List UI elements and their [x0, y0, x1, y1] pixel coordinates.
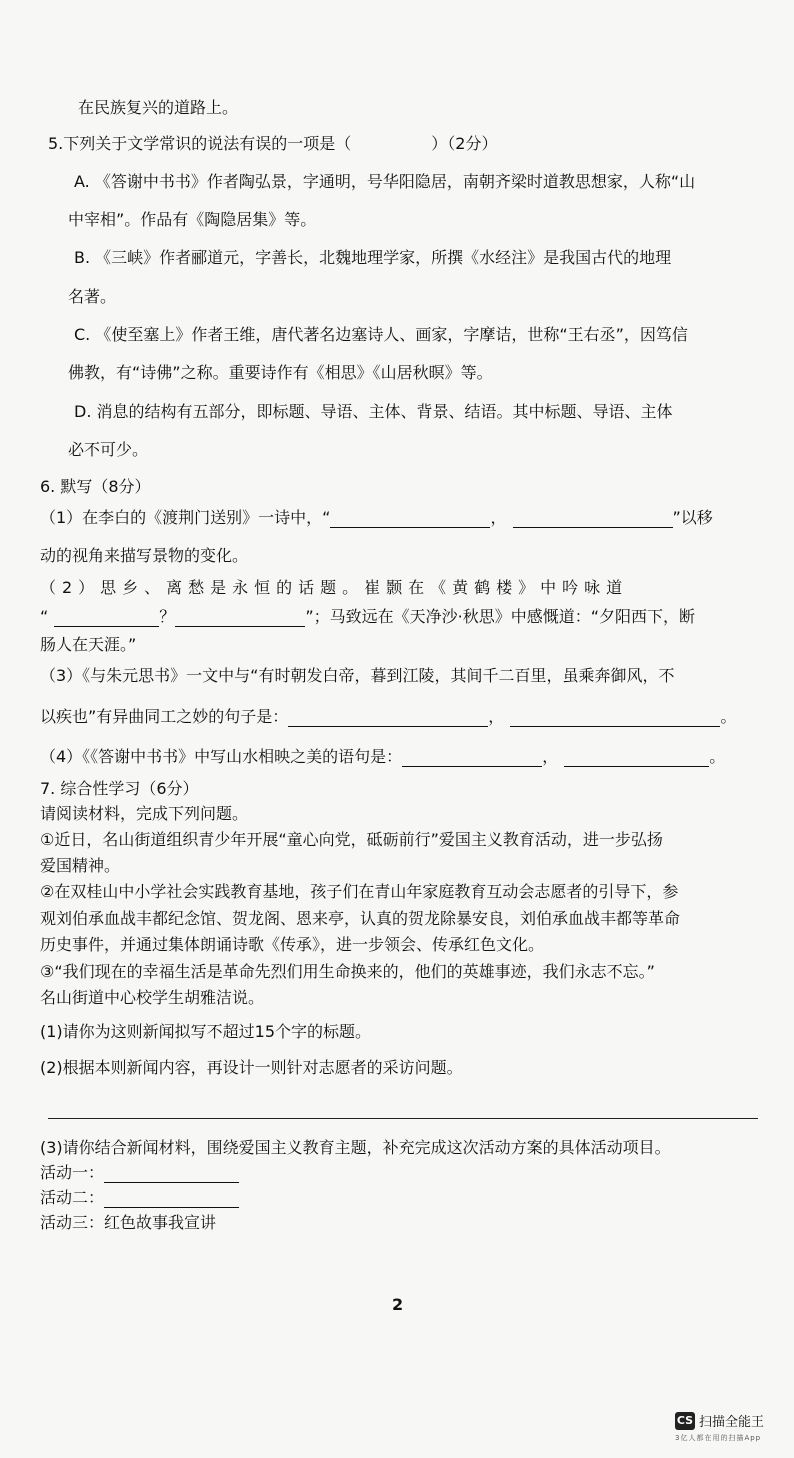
q6-3-end: 。 — [720, 707, 737, 726]
watermark-tagline: 3亿人都在用的扫描App — [674, 1434, 762, 1442]
subquestion-2: (2)根据本则新闻内容，再设计一则针对志愿者的采访问题。 — [40, 1058, 463, 1077]
subquestion-3: (3)请你结合新闻材料，围绕爱国主义教育主题，补充完成这次活动方案的具体活动项目。 — [40, 1138, 671, 1157]
question-6-1-line2: 动的视角来描写景物的变化。 — [40, 546, 249, 565]
q6-4-end: 。 — [709, 747, 726, 766]
option-c-line1: C. 《使至塞上》作者王维，唐代著名边塞诗人、画家，字摩诘，世称“王右丞”，因笃信 — [74, 325, 688, 344]
answer-blank[interactable] — [104, 1191, 239, 1208]
answer-blank[interactable] — [104, 1166, 239, 1183]
activity-2-line — [40, 1188, 239, 1208]
question-5-stem: 5.下列关于文学常识的说法有误的一项是（ ）（2分） — [48, 134, 498, 153]
activity-1-line — [40, 1163, 239, 1183]
q6-2-open: “ — [40, 607, 49, 626]
option-b-line2: 名著。 — [68, 287, 117, 306]
question-6-3-line2 — [40, 707, 736, 727]
option-d-line1: D. 消息的结构有五部分，即标题、导语、主体、背景、结语。其中标题、导语、主体 — [74, 402, 673, 421]
activity-2-label: 活动二： — [40, 1188, 105, 1207]
answer-blank[interactable] — [288, 710, 488, 727]
answer-blank[interactable] — [330, 511, 490, 528]
answer-blank[interactable] — [513, 511, 673, 528]
answer-blank[interactable] — [54, 610, 159, 627]
scanner-watermark — [675, 1410, 764, 1443]
camscanner-logo-icon: CS — [675, 1412, 695, 1430]
question-6-4-line1 — [40, 747, 725, 767]
question-6-1-line1 — [40, 508, 713, 528]
answer-line[interactable] — [48, 1118, 758, 1119]
q6-1-sep: ， — [490, 508, 507, 527]
material-1-line2: 爱国精神。 — [40, 856, 121, 875]
page-number: 2 — [392, 1295, 404, 1314]
q6-4-prefix: （4）《《答谢中书书》中写山水相映之美的语句是： — [40, 747, 403, 766]
question-6-2-line2 — [40, 607, 695, 627]
answer-blank[interactable] — [564, 750, 709, 767]
material-3-line1: ③“我们现在的幸福生活是革命先烈们用生命换来的，他们的英雄事迹，我们永志不忘。” — [40, 962, 655, 981]
material-2-line1: ②在双桂山中小学社会实践教育基地，孩子们在青山年家庭教育互动会志愿者的引导下，参 — [40, 882, 679, 901]
option-a-line1: A. 《答谢中书书》作者陶弘景，字通明，号华阳隐居，南朝齐梁时道教思想家，人称“山 — [74, 172, 696, 191]
answer-blank[interactable] — [175, 610, 305, 627]
material-1-line1: ①近日，名山街道组织青少年开展“童心向党，砥砺前行”爱国主义教育活动，进一步弘扬 — [40, 830, 663, 849]
material-3-line2: 名山街道中心校学生胡雅洁说。 — [40, 988, 265, 1007]
option-b-line1: B. 《三峡》作者郦道元，字善长，北魏地理学家，所撰《水经注》是我国古代的地理 — [74, 248, 672, 267]
q6-1-prefix: （1）在李白的《渡荆门送别》一诗中，“ — [40, 508, 331, 527]
q6-2-question-mark: ？ — [159, 607, 176, 626]
text-line: 在民族复兴的道路上。 — [78, 98, 239, 117]
option-d-line2: 必不可少。 — [68, 440, 149, 459]
material-2-line2: 观刘伯承血战丰都纪念馆、贺龙阁、恩来亭，认真的贺龙除暴安良，刘伯承血战丰都等革命 — [40, 909, 681, 928]
q6-2-rest: ”；马致远在《天净沙·秋思》中感慨道：“夕阳西下，断 — [305, 607, 695, 626]
q6-3-prefix: 以疾也”有异曲同工之妙的句子是： — [40, 707, 289, 726]
material-2-line3: 历史事件，并通过集体朗诵诗歌《传承》，进一步领会、传承红色文化。 — [40, 935, 545, 954]
answer-blank[interactable] — [402, 750, 542, 767]
question-7-intro: 请阅读材料，完成下列问题。 — [40, 804, 249, 823]
option-a-line2: 中宰相”。作品有《陶隐居集》等。 — [68, 210, 317, 229]
watermark-name: 扫描全能王 — [698, 1415, 764, 1430]
question-7-heading: 7. 综合性学习（6分） — [40, 779, 199, 798]
q6-1-end: ”以移 — [672, 508, 713, 527]
option-c-line2: 佛教，有“诗佛”之称。重要诗作有《相思》《山居秋暝》等。 — [68, 363, 493, 382]
question-6-2-line1: （2）思乡、离愁是永恒的话题。崔颢在《黄鹤楼》中吟咏道 — [40, 578, 629, 597]
subquestion-1: (1)请你为这则新闻拟写不超过15个字的标题。 — [40, 1022, 372, 1041]
q6-3-sep: ， — [488, 707, 505, 726]
activity-1-label: 活动一： — [40, 1163, 105, 1182]
activity-3-line: 活动三：红色故事我宣讲 — [40, 1213, 217, 1232]
answer-blank[interactable] — [510, 710, 720, 727]
question-6-heading: 6. 默写（8分） — [40, 477, 151, 496]
q6-4-sep: ， — [542, 747, 559, 766]
question-6-3-line1: （3）《与朱元思书》一文中与“有时朝发白帝，暮到江陵，其间千二百里，虽乘奔御风，不 — [40, 666, 675, 685]
question-6-2-line3: 肠人在天涯。” — [40, 635, 137, 654]
